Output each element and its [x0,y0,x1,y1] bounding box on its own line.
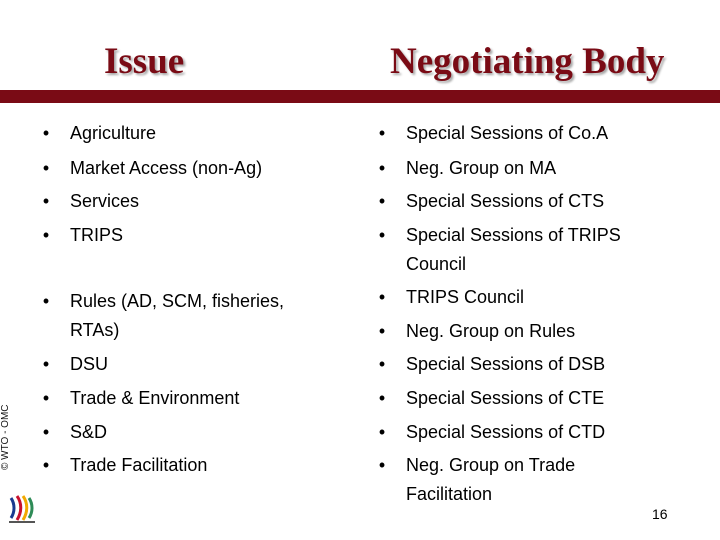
bullet-icon: • [378,225,386,245]
bullet-icon: • [42,225,50,245]
body-item: • Neg. Group on Rules [406,317,575,346]
negotiating-body-heading: Negotiating Body [390,41,665,82]
issue-item: • S&D [70,418,107,447]
issue-item: • TRIPS [70,221,123,250]
body-item: • Special Sessions of CTS [406,187,604,216]
body-item: • Special Sessions of CTE [406,384,604,413]
issue-item: • Rules (AD, SCM, fisheries, RTAs) [70,287,284,345]
issue-item: • Agriculture [70,119,156,148]
issue-heading: Issue [104,41,185,82]
bullet-icon: • [378,123,386,143]
bullet-icon: • [42,291,50,311]
bullet-icon: • [42,422,50,442]
bullet-icon: • [42,354,50,374]
issue-item: • Trade Facilitation [70,451,207,480]
header-rule [0,90,720,103]
wto-logo-icon [6,492,38,526]
bullet-icon: • [378,321,386,341]
body-item: • TRIPS Council [406,283,524,312]
bullet-icon: • [42,158,50,178]
body-item: • Special Sessions of DSB [406,350,605,379]
body-item: • Special Sessions of TRIPS Council [406,221,621,279]
bullet-icon: • [378,287,386,307]
bullet-icon: • [378,422,386,442]
bullet-icon: • [378,455,386,475]
bullet-icon: • [378,388,386,408]
copyright-credit: © WTO - OMC [0,404,11,470]
bullet-icon: • [378,354,386,374]
bullet-icon: • [42,455,50,475]
body-item: • Neg. Group on Trade Facilitation [406,451,575,509]
bullet-icon: • [42,388,50,408]
bullet-icon: • [42,191,50,211]
issue-item: • DSU [70,350,108,379]
issue-item: • Market Access (non-Ag) [70,154,262,183]
bullet-icon: • [378,158,386,178]
issue-item: • Trade & Environment [70,384,239,413]
bullet-icon: • [378,191,386,211]
body-item: • Special Sessions of CTD [406,418,605,447]
bullet-icon: • [42,123,50,143]
issue-item: • Services [70,187,139,216]
page-number: 16 [652,506,668,522]
body-item: • Neg. Group on MA [406,154,556,183]
body-item: • Special Sessions of Co.A [406,119,608,148]
